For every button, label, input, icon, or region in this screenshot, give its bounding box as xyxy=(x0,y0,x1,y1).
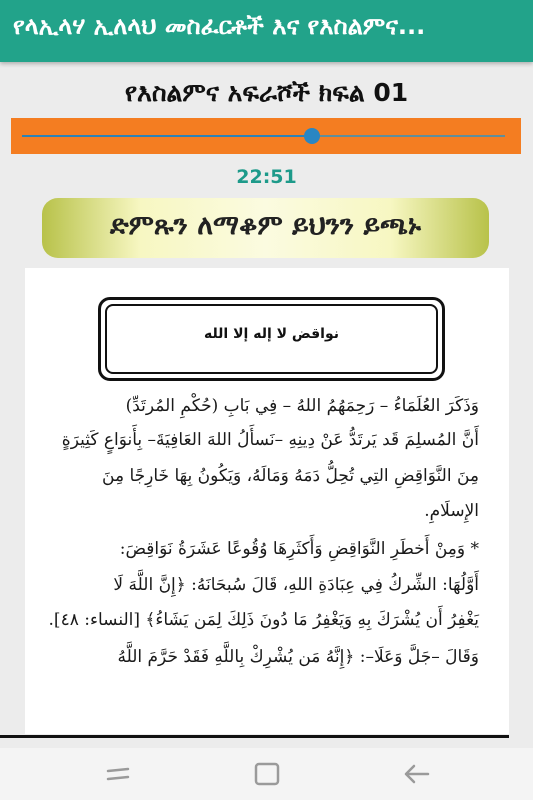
content-divider xyxy=(0,735,509,738)
seek-bar-container xyxy=(11,118,521,154)
stop-audio-label: ድምጹን ለማቆም ይህንን ይጫኑ xyxy=(110,210,421,241)
system-nav-bar xyxy=(0,748,533,800)
seek-bar[interactable] xyxy=(22,135,505,137)
seek-bar-progress xyxy=(22,135,312,137)
stop-audio-button[interactable] xyxy=(42,198,489,258)
app-bar xyxy=(0,0,533,62)
back-icon[interactable] xyxy=(397,760,437,788)
playback-time: 22:51 xyxy=(236,166,297,188)
document-line: يَغْفِرُ أَن يُشْرَكَ بِهِ وَيَغْفِرُ مَا دُونَ ذَلِكَ لِمَن يَشَاءُ﴾ [النساء: ٤٨]. xyxy=(48,610,479,630)
document-heading: نواقض لا إله إلا الله xyxy=(203,326,340,342)
recent-apps-icon[interactable] xyxy=(98,760,138,788)
document-image xyxy=(25,268,509,734)
seek-bar-thumb[interactable] xyxy=(304,128,320,144)
heading-frame-inner xyxy=(105,304,438,374)
heading-frame xyxy=(98,297,445,381)
document-line: مِنَ النَّوَاقِضِ التِي تُحِلُّ دَمَهُ وَمَالَهُ، وَيَكُونُ بِهَا خَارِجًا مِنَ xyxy=(102,466,479,486)
document-line: وَقَالَ –جَلَّ وَعَلَا–: ﴿إِنَّهُ مَن يُشْرِكْ بِاللَّهِ فَقَدْ حَرَّمَ اللَّهُ xyxy=(117,647,479,667)
document-line: * وَمِنْ أَخطَرِ النَّوَاقِضِ وَأَكثَرِهَا وُقُوعًا عَشَرَةُ نَوَاقِضَ: xyxy=(119,539,479,559)
document-line: الإِسلَامِ. xyxy=(424,501,479,521)
document-line: أَنَّ المُسلِمَ قَد يَرتَدُّ عَنْ دِينِهِ –نَسأَلُ اللهَ العَافِيَةَ– بِأَنوَاعٍ كَثِيرَةٍ xyxy=(61,430,479,450)
home-icon[interactable] xyxy=(247,760,287,788)
track-title: የእስልምና አፍራሾች ክፍል 01 xyxy=(124,78,409,107)
document-line: أَوَّلُهَا: الشِّركُ فِي عِبَادَةِ اللهِ، قَالَ سُبحَانَهُ: ﴿إِنَّ اللَّهَ لَا xyxy=(113,575,479,595)
document-line: وَذَكَرَ العُلَمَاءُ – رَحِمَهُمُ اللهُ – فِي بَابِ (حُكْمِ المُرتَدِّ) xyxy=(125,396,479,416)
app-title: የላኢላሃ ኢለላህ መስፈርቶች እና የእስልምና... xyxy=(13,12,426,40)
